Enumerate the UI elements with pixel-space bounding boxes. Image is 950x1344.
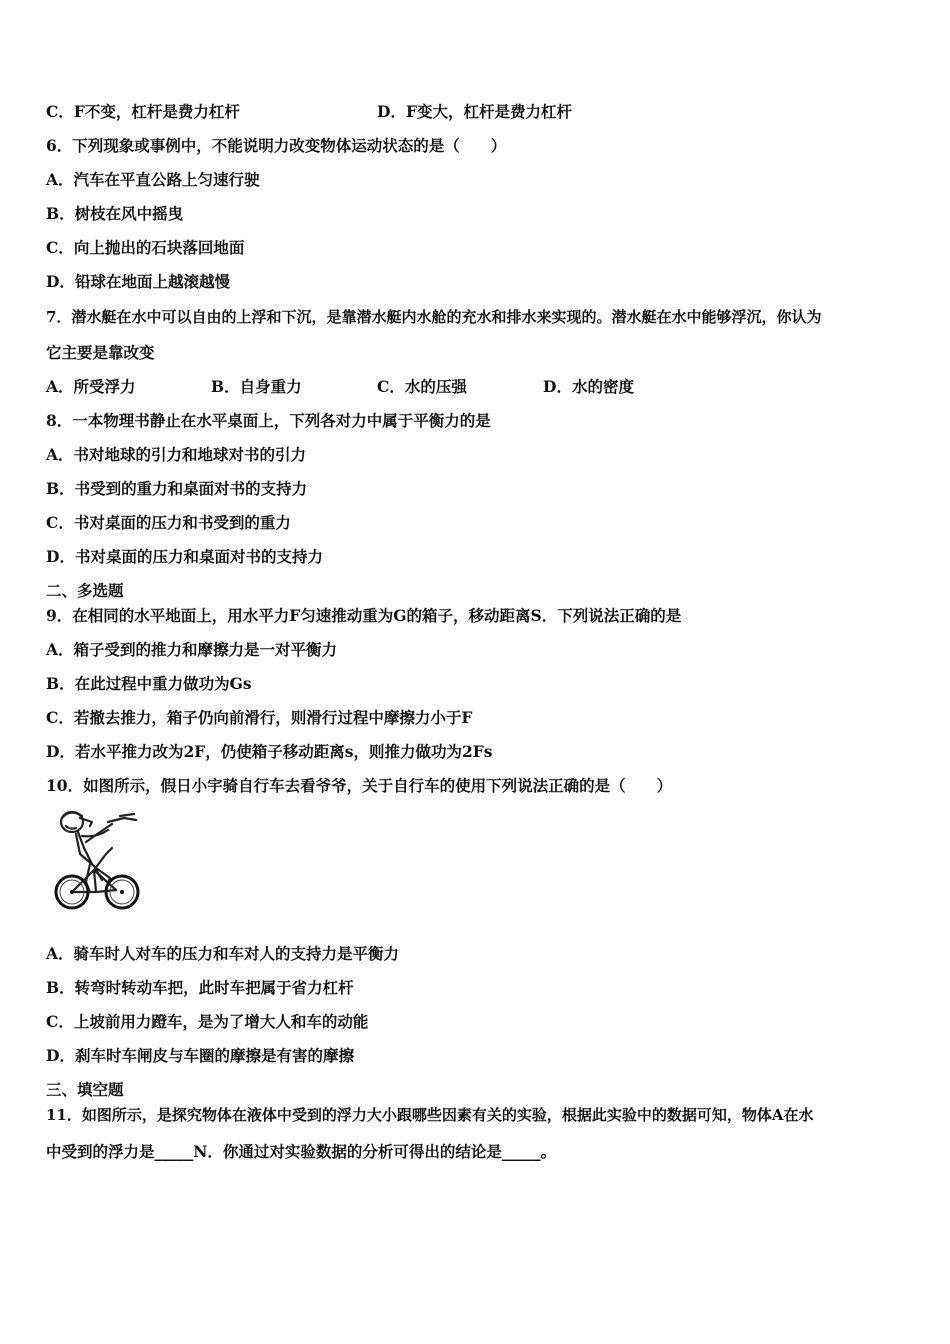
- q7-option-a: A．所受浮力: [46, 377, 136, 396]
- q10-stem: 10．如图所示，假日小宇骑自行车去看爷爷，关于自行车的使用下列说法正确的是（ ）: [46, 776, 673, 795]
- q6-option-a: A．汽车在平直公路上匀速行驶: [46, 170, 260, 189]
- q6-option-c: C．向上抛出的石块落回地面: [46, 238, 245, 257]
- q7-option-d: D．水的密度: [543, 377, 634, 396]
- q6-stem: 6．下列现象或事例中，不能说明力改变物体运动状态的是（ ）: [46, 136, 507, 155]
- q7-option-b: B．自身重力: [211, 377, 302, 396]
- q8-stem: 8．一本物理书静止在水平桌面上，下列各对力中属于平衡力的是: [46, 411, 491, 430]
- q9-option-d: D．若水平推力改为2F，仍使箱子移动距离s，则推力做功为2Fs: [46, 742, 493, 761]
- q11-stem-line1: 11．如图所示，是探究物体在液体中受到的浮力大小跟哪些因素有关的实验，根据此实验中的数据可知，物体A在水: [46, 1106, 814, 1124]
- q9-stem: 9．在相同的水平地面上，用水平力F匀速推动重为G的箱子，移动距离S．下列说法正确的是: [46, 606, 682, 625]
- q6-option-b: B．树枝在风中摇曳: [46, 204, 184, 223]
- q8-option-a: A．书对地球的引力和地球对书的引力: [46, 445, 307, 464]
- q8-option-d: D．书对桌面的压力和桌面对书的支持力: [46, 547, 323, 566]
- q5-option-c: C．F不变，杠杆是费力杠杆: [46, 102, 240, 121]
- section-heading-fill-in: 三、填空题: [46, 1080, 124, 1099]
- q9-option-a: A．箱子受到的推力和摩擦力是一对平衡力: [46, 640, 338, 659]
- q10-option-a: A．骑车时人对车的压力和车对人的支持力是平衡力: [46, 944, 400, 963]
- section-heading-multiple-choice: 二、多选题: [46, 581, 124, 600]
- q7-stem-line2: 它主要是靠改变: [46, 343, 155, 362]
- q7-stem-line1: 7．潜水艇在水中可以自由的上浮和下沉，是靠潜水艇内水舱的充水和排水来实现的。潜水艇在水中能够浮沉，你认为: [46, 308, 822, 326]
- q10-option-b: B．转弯时转动车把，此时车把属于省力杠杆: [46, 978, 354, 997]
- q9-option-c: C．若撤去推力，箱子仍向前滑行，则滑行过程中摩擦力小于F: [46, 708, 473, 727]
- q9-option-b: B．在此过程中重力做功为Gs: [46, 674, 252, 693]
- q6-option-d: D．铅球在地面上越滚越慢: [46, 272, 230, 291]
- q10-option-d: D．刹车时车闸皮与车圈的摩擦是有害的摩擦: [46, 1046, 354, 1065]
- q11-stem-line2: 中受到的浮力是_____N．你通过对实验数据的分析可得出的结论是_____。: [46, 1142, 557, 1161]
- q8-option-b: B．书受到的重力和桌面对书的支持力: [46, 479, 308, 498]
- q5-option-d: D．F变大，杠杆是费力杠杆: [377, 102, 572, 121]
- q7-option-c: C．水的压强: [377, 377, 467, 396]
- bicycle-rider-figure: [50, 808, 146, 916]
- q8-option-c: C．书对桌面的压力和书受到的重力: [46, 513, 291, 532]
- q10-option-c: C．上坡前用力蹬车，是为了增大人和车的动能: [46, 1012, 369, 1031]
